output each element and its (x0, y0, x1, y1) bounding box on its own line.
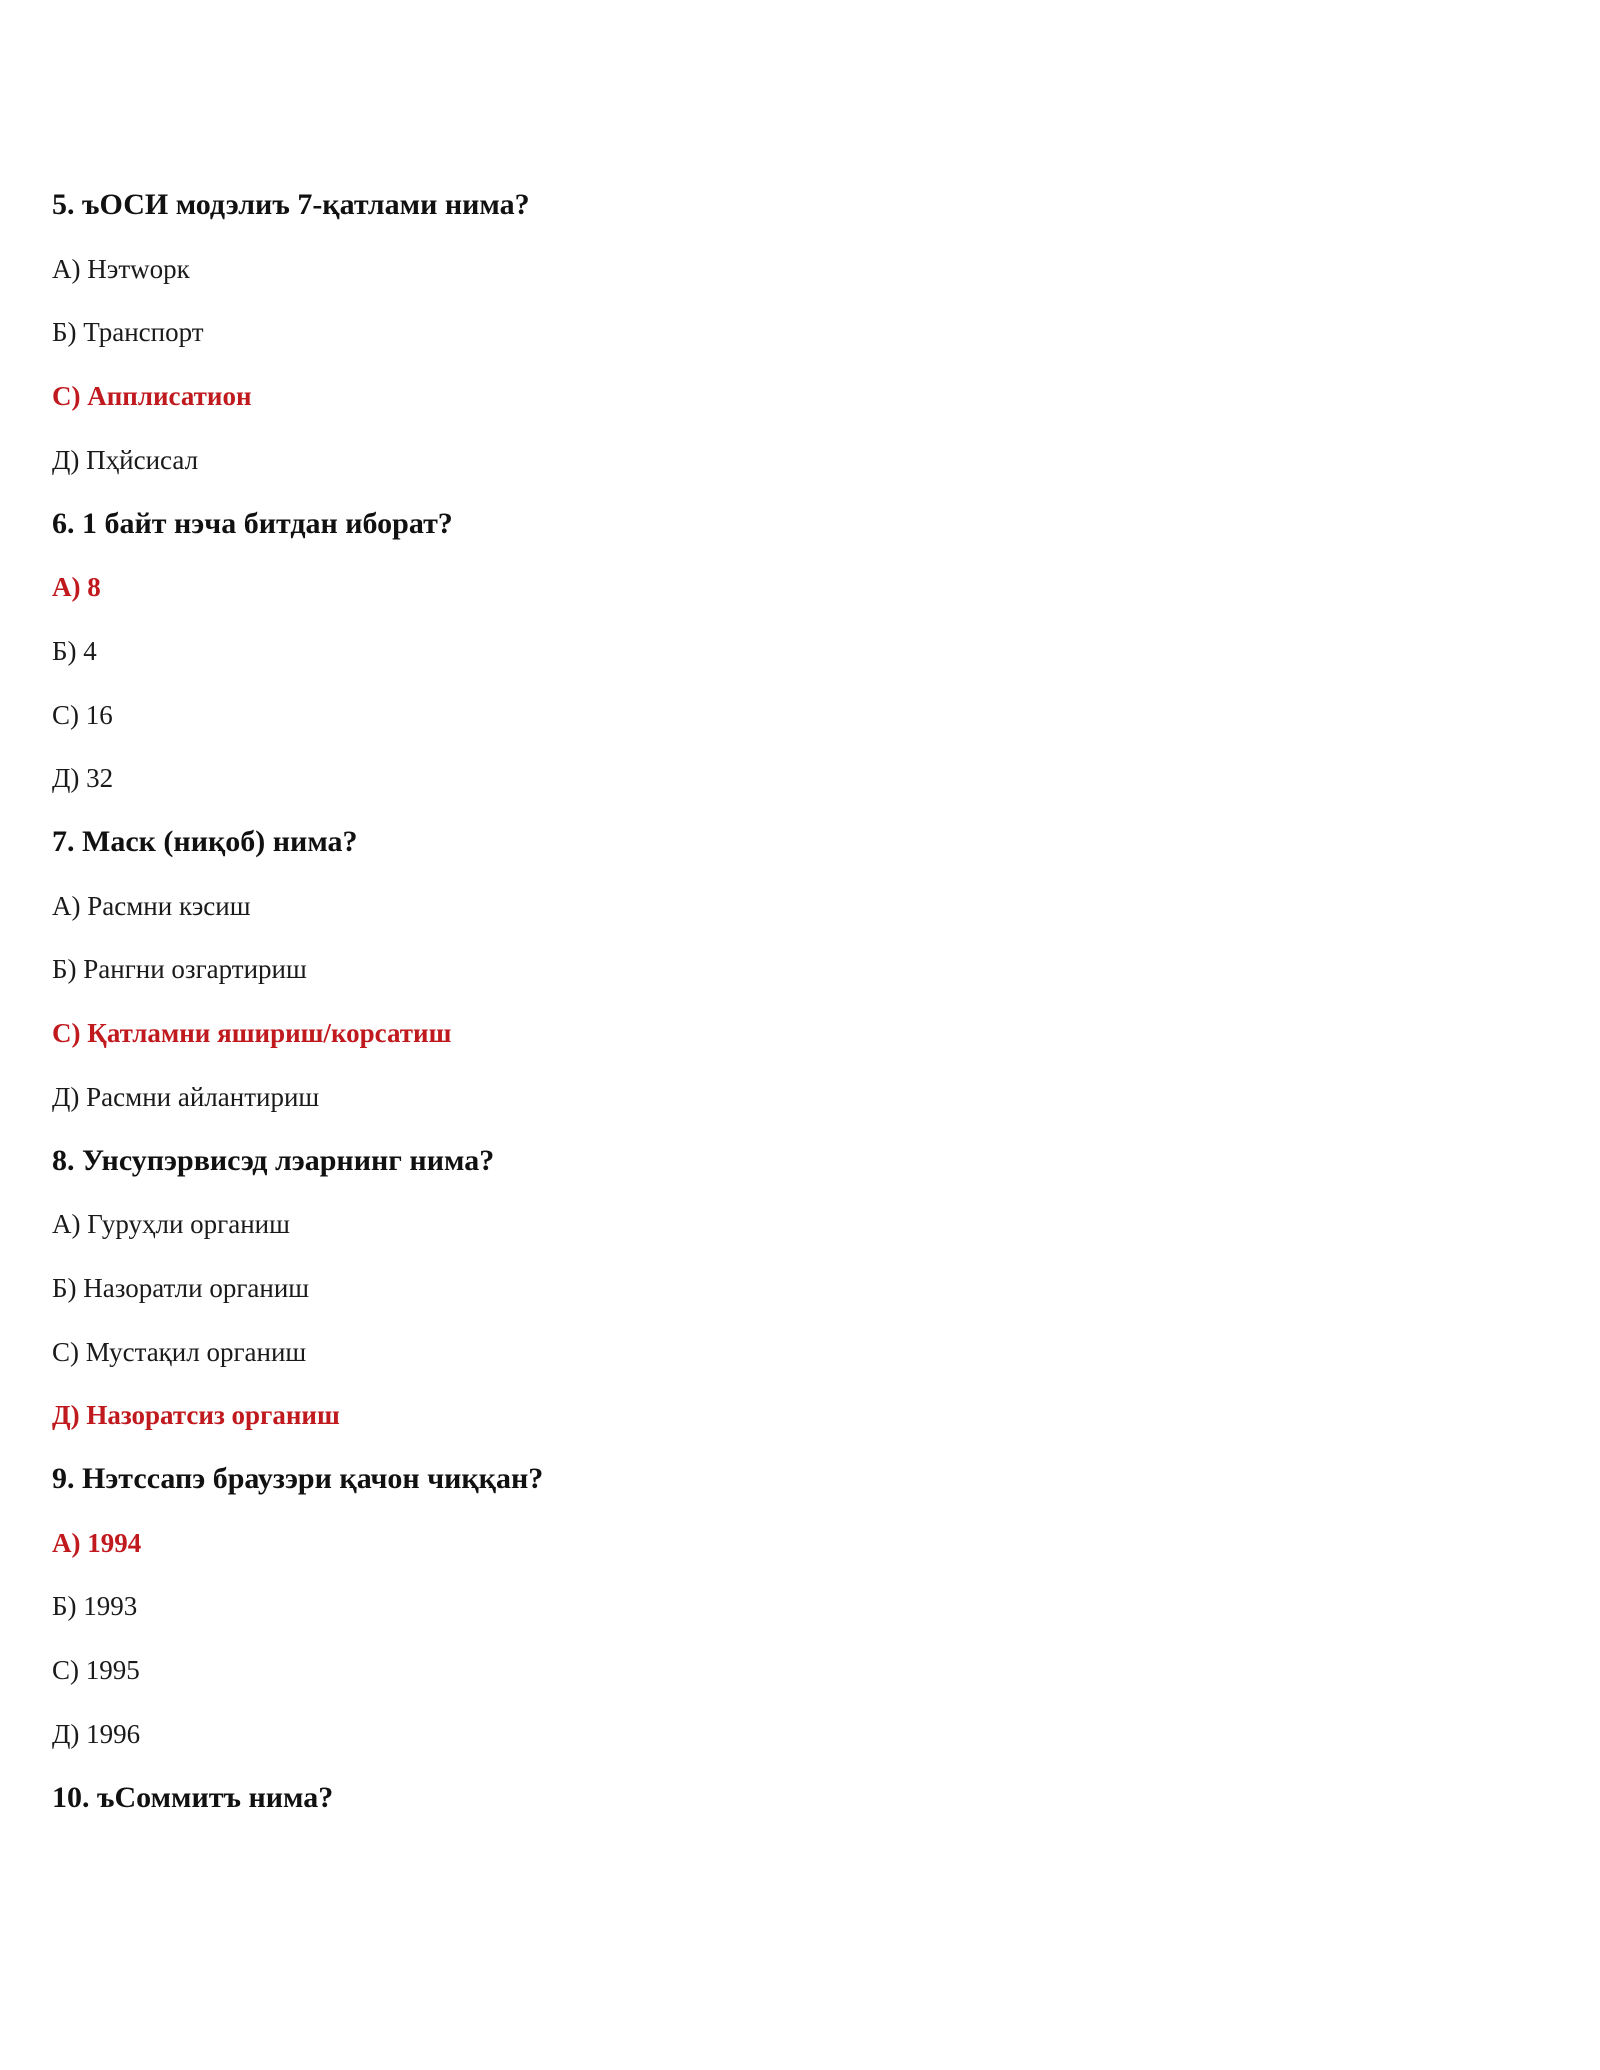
answer-option: Д) 32 (52, 763, 114, 793)
answer-option: Б) 1993 (52, 1591, 138, 1621)
answer-option-correct: С) Қатламни яшириш/корсатиш (52, 1018, 452, 1048)
answer-option: Д) Расмни айлантириш (52, 1082, 320, 1112)
answer-option-correct: А) 1994 (52, 1528, 142, 1558)
answer-option: Б) Рангни озгартириш (52, 954, 307, 984)
answer-option: Д) 1996 (52, 1719, 141, 1749)
question-heading: 6. 1 байт нэча битдан иборат? (52, 507, 453, 540)
answer-option: Б) 4 (52, 636, 97, 666)
question-heading: 10. ъСоммитъ нима? (52, 1781, 334, 1814)
answer-option: А) Нэтwорк (52, 254, 190, 284)
answer-option: С) 16 (52, 700, 113, 730)
answer-option: Б) Транспорт (52, 317, 204, 347)
answer-option: А) Расмни кэсиш (52, 891, 251, 921)
answer-option: С) 1995 (52, 1655, 140, 1685)
question-heading: 5. ъОСИ модэлиъ 7-қатлами нима? (52, 188, 530, 221)
question-heading: 9. Нэтссапэ браузэри қачон чиққан? (52, 1462, 544, 1495)
question-heading: 7. Маск (ниқоб) нима? (52, 825, 358, 858)
answer-option: Д) Пҳйсисал (52, 445, 199, 475)
answer-option-correct: А) 8 (52, 572, 101, 602)
answer-option: А) Гуруҳли органиш (52, 1209, 290, 1239)
answer-option-correct: С) Апплисатион (52, 381, 252, 411)
answer-option: С) Мустақил органиш (52, 1337, 307, 1367)
answer-option: Б) Назоратли органиш (52, 1273, 310, 1303)
answer-option-correct: Д) Назоратсиз органиш (52, 1400, 340, 1430)
question-heading: 8. Унсупэрвисэд лэарнинг нима? (52, 1144, 495, 1177)
